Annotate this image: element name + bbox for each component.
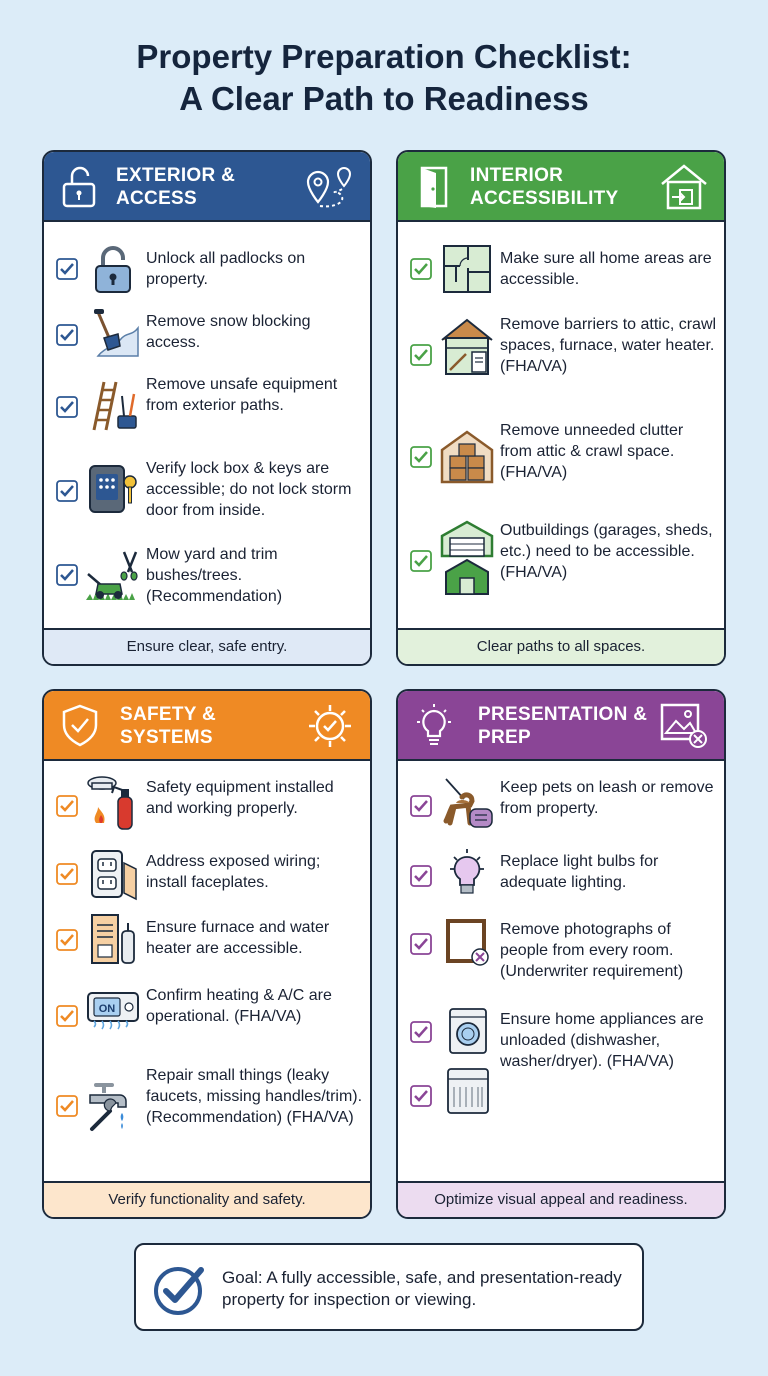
checkbox-checked-icon[interactable]: [410, 795, 432, 817]
presentation-card: [396, 689, 726, 1219]
floorplan-icon: [440, 242, 494, 296]
safety-heading: SAFETY & SYSTEMS: [120, 704, 217, 748]
exterior-item-3-text: Remove unsafe equipment from exterior paths.: [146, 376, 338, 414]
interior-item-1-text: Make sure all home areas are accessible.: [500, 250, 712, 288]
checkbox-checked-icon[interactable]: [410, 446, 432, 468]
checkbox-checked-icon[interactable]: [56, 929, 78, 951]
exterior-footer: Ensure clear, safe entry.: [44, 628, 370, 664]
checkbox-checked-icon[interactable]: [56, 564, 78, 586]
light-bulb-icon: [440, 847, 494, 901]
checkbox-checked-icon[interactable]: [56, 1005, 78, 1027]
exterior-item-4-text: Verify lock box & keys are accessible; do not lock storm door from inside.: [146, 460, 352, 519]
ladder-tools-icon: [86, 378, 140, 432]
checkbox-checked-icon[interactable]: [56, 795, 78, 817]
attic-furnace-icon: [440, 318, 494, 372]
picture-remove-icon: [658, 701, 710, 751]
checkbox-checked-icon[interactable]: [410, 258, 432, 280]
presentation-item-4-text: Ensure home appliances are unloaded (dishwasher, washer/dryer). (FHA/VA): [500, 1011, 704, 1070]
exterior-card: [42, 150, 372, 666]
attic-boxes-icon: [440, 430, 494, 484]
snow-shovel-icon: [86, 306, 140, 360]
interior-item-4-text: Outbuildings (garages, sheds, etc.) need to be accessible. (FHA/VA): [500, 522, 713, 581]
thermostat-icon: [86, 989, 142, 1043]
checkbox-checked-icon[interactable]: [410, 865, 432, 887]
map-route-icon: [304, 162, 356, 212]
safety-item-5-text: Repair small things (leaky faucets, missing handles/trim). (Recommendation) (FHA/VA): [146, 1067, 363, 1126]
safety-item-1-text: Safety equipment installed and working properly.: [146, 779, 334, 817]
title-line-2: A Clear Path to Readiness: [179, 80, 589, 117]
interior-card: [396, 150, 726, 666]
checkbox-checked-icon[interactable]: [410, 550, 432, 572]
exterior-item-1-text: Unlock all padlocks on property.: [146, 250, 306, 288]
exterior-heading: EXTERIOR & ACCESS: [116, 165, 236, 209]
checkbox-checked-icon[interactable]: [410, 933, 432, 955]
photo-frame-remove-icon: [440, 915, 494, 969]
exterior-header: [44, 152, 370, 222]
page-title: [0, 36, 768, 120]
safety-card: [42, 689, 372, 1219]
safety-item-2-text: Address exposed wiring; install faceplates.: [146, 853, 321, 891]
furnace-water-heater-icon: [86, 913, 140, 967]
interior-item-3-text: Remove unneeded clutter from attic & crawl space. (FHA/VA): [500, 422, 684, 481]
checkbox-checked-icon[interactable]: [56, 863, 78, 885]
interior-footer: Clear paths to all spaces.: [398, 628, 724, 664]
gear-check-icon: [304, 701, 356, 751]
checkbox-checked-icon[interactable]: [410, 1021, 432, 1043]
goal-text: Goal: A fully accessible, safe, and presentation-ready property for inspection or viewing.: [222, 1268, 622, 1309]
checkbox-checked-icon[interactable]: [56, 396, 78, 418]
padlock-icon: [86, 242, 140, 296]
washer-dishwasher-icon: [440, 1007, 494, 1119]
presentation-item-3-text: Remove photographs of people from every room. (Underwriter requirement): [500, 921, 684, 980]
safety-item-3-text: Ensure furnace and water heater are accessible.: [146, 919, 330, 957]
checkbox-checked-icon[interactable]: [410, 1085, 432, 1107]
thermostat-on-label: ON: [98, 1003, 116, 1015]
smoke-detector-extinguisher-icon: [86, 775, 140, 829]
presentation-heading: PRESENTATION & PREP: [478, 704, 648, 748]
checkbox-checked-icon[interactable]: [56, 258, 78, 280]
outlet-faceplate-icon: [86, 849, 140, 903]
goal-box: [134, 1243, 644, 1331]
light-bulb-header-icon: [412, 703, 456, 747]
presentation-item-1-text: Keep pets on leash or remove from property.: [500, 779, 714, 817]
title-line-1: Property Preparation Checklist:: [136, 38, 632, 75]
checkbox-checked-icon[interactable]: [56, 1095, 78, 1117]
checkbox-checked-icon[interactable]: [56, 480, 78, 502]
safety-header: [44, 691, 370, 761]
open-padlock-icon: [58, 164, 102, 208]
safety-footer: Verify functionality and safety.: [44, 1181, 370, 1217]
lawnmower-shears-icon: [86, 548, 140, 602]
dog-leash-carrier-icon: [440, 777, 494, 831]
presentation-item-2-text: Replace light bulbs for adequate lighting.: [500, 853, 659, 891]
exterior-item-5-text: Mow yard and trim bushes/trees. (Recommendation): [146, 546, 283, 605]
interior-item-2-text: Remove barriers to attic, crawl spaces, furnace, water heater. (FHA/VA): [500, 316, 717, 375]
shield-check-icon: [58, 703, 102, 747]
check-circle-icon: [152, 1261, 208, 1317]
house-enter-icon: [658, 162, 710, 212]
exterior-item-2-text: Remove snow blocking access.: [146, 313, 311, 351]
faucet-wrench-icon: [86, 1077, 140, 1131]
lockbox-key-icon: [86, 462, 140, 516]
garage-shed-icon: [440, 520, 494, 574]
presentation-footer: Optimize visual appeal and readiness.: [398, 1181, 724, 1217]
safety-item-4-text: Confirm heating & A/C are operational. (FHA/VA): [146, 987, 332, 1025]
open-door-icon: [412, 164, 456, 208]
checkbox-checked-icon[interactable]: [56, 324, 78, 346]
interior-header: [398, 152, 724, 222]
presentation-header: [398, 691, 724, 761]
checkbox-checked-icon[interactable]: [410, 344, 432, 366]
interior-heading: INTERIOR ACCESSIBILITY: [470, 165, 619, 209]
